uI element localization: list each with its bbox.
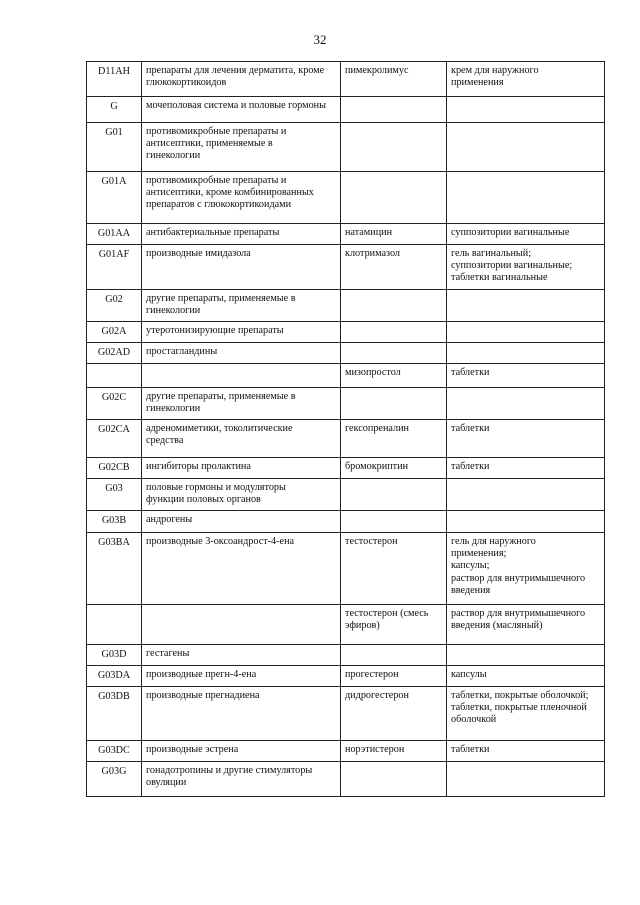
cell-drug [341,511,447,533]
cell-code [87,343,142,364]
table-row [87,420,605,458]
table-row [87,687,605,741]
cell-drug [341,123,447,172]
name-text: другие препараты, применяемые в гинекологии [146,293,296,317]
cell-code [87,511,142,533]
cell-name [142,123,341,172]
cell-name [142,741,341,762]
cell-name [142,687,341,741]
cell-form [447,322,605,343]
code-text: D11AH [98,66,130,77]
code-text: G [110,101,118,112]
name-text: другие препараты, применяемые в гинекологии [146,391,296,415]
cell-code [87,290,142,322]
cell-name [142,511,341,533]
table-row [87,741,605,762]
drug-classification-table [86,61,605,797]
drug-text: гексопреналин [345,423,409,434]
name-text: гонадотропины и другие стимуляторы овуляции [146,765,313,789]
cell-name [142,172,341,224]
table-row [87,224,605,245]
code-text: G03DC [98,745,130,756]
cell-name [142,420,341,458]
cell-drug [341,605,447,645]
table-row [87,605,605,645]
form-text: суппозитории вагинальные [451,227,570,238]
drug-text: норэтистерон [345,744,405,755]
cell-code [87,533,142,605]
cell-form [447,62,605,97]
code-text: G02CB [98,462,130,473]
code-text: G01AF [98,249,130,260]
cell-name [142,62,341,97]
drug-text: тестостерон (смесь эфиров) [345,608,429,632]
drug-text: мизопростол [345,367,401,378]
code-text: G03DB [98,691,130,702]
name-text: андрогены [146,514,193,525]
cell-code [87,741,142,762]
cell-code [87,364,142,388]
form-text: таблетки [451,367,490,378]
cell-form [447,741,605,762]
cell-drug [341,533,447,605]
code-text: G03DA [97,670,131,681]
cell-form [447,645,605,666]
name-text: противомикробные препараты и антисептики, кроме комбинированных препаратов с глюкокортикоидами [146,175,314,211]
code-text: G02A [101,326,127,337]
cell-form [447,97,605,123]
cell-code [87,762,142,797]
code-text: G01A [101,176,127,187]
cell-form [447,123,605,172]
cell-drug [341,420,447,458]
drug-text: клотримазол [345,248,401,259]
cell-code [87,322,142,343]
name-text: утеротонизирующие препараты [146,325,284,336]
cell-form [447,533,605,605]
cell-drug [341,343,447,364]
cell-name [142,322,341,343]
form-text: гель для наружного применения; капсулы; раствор для внутримышечного введения [451,536,586,596]
code-text: G01AA [97,228,131,239]
cell-form [447,388,605,420]
code-text: G03 [105,483,123,494]
cell-name [142,343,341,364]
cell-drug [341,762,447,797]
cell-code [87,458,142,479]
table-row [87,364,605,388]
cell-form [447,479,605,511]
form-text: таблетки [451,744,490,755]
cell-form [447,343,605,364]
cell-name [142,605,341,645]
table-row [87,666,605,687]
name-text: противомикробные препараты и антисептики, применяемые в гинекологии [146,126,287,162]
cell-name [142,224,341,245]
form-text: таблетки [451,423,490,434]
cell-drug [341,97,447,123]
code-text: G02C [101,392,127,403]
code-text: G03BA [98,537,130,548]
cell-drug [341,245,447,290]
name-text: производные прегн-4-ена [146,669,257,680]
cell-form [447,605,605,645]
name-text: адреномиметики, токолитические средства [146,423,293,447]
table-row [87,388,605,420]
table-row [87,97,605,123]
name-text: производные прегнадиена [146,690,260,701]
table-row [87,762,605,797]
cell-name [142,645,341,666]
form-text: таблетки [451,461,490,472]
name-text: производные имидазола [146,248,251,259]
cell-name [142,245,341,290]
form-text: таблетки, покрытые оболочкой; таблетки, покрытые пленочной оболочкой [451,690,589,726]
cell-name [142,762,341,797]
cell-name [142,97,341,123]
cell-code [87,645,142,666]
cell-name [142,533,341,605]
table-row [87,533,605,605]
name-text: производные 3-оксоандрост-4-ена [146,536,295,547]
cell-code [87,420,142,458]
name-text: препараты для лечения дерматита, кроме глюкокортикоидов [146,65,325,89]
cell-form [447,458,605,479]
cell-drug [341,322,447,343]
cell-code [87,605,142,645]
table-row [87,343,605,364]
cell-name [142,364,341,388]
cell-code [87,479,142,511]
drug-text: прогестерон [345,669,399,680]
cell-drug [341,458,447,479]
form-text: крем для наружного применения [451,65,539,89]
name-text: простагландины [146,346,218,357]
cell-drug [341,172,447,224]
drug-text: тестостерон [345,536,398,547]
form-text: раствор для внутримышечного введения (масляный) [451,608,586,632]
cell-drug [341,388,447,420]
cell-form [447,687,605,741]
name-text: ингибиторы пролактина [146,461,251,472]
cell-drug [341,687,447,741]
cell-form [447,666,605,687]
cell-code [87,666,142,687]
cell-code [87,687,142,741]
cell-name [142,290,341,322]
table-row [87,479,605,511]
form-text: гель вагинальный; суппозитории вагинальные; таблетки вагинальные [451,248,573,284]
name-text: мочеполовая система и половые гормоны [146,100,326,111]
cell-code [87,245,142,290]
form-text: капсулы [451,669,487,680]
cell-drug [341,666,447,687]
cell-name [142,666,341,687]
page-number: 32 [313,32,327,47]
cell-drug [341,290,447,322]
cell-form [447,290,605,322]
cell-drug [341,645,447,666]
cell-drug [341,741,447,762]
table-row [87,62,605,97]
table-row [87,511,605,533]
name-text: производные эстрена [146,744,239,755]
table-row [87,322,605,343]
cell-drug [341,62,447,97]
cell-form [447,224,605,245]
table-row [87,123,605,172]
drug-text: натамицин [345,227,393,238]
cell-code [87,224,142,245]
cell-form [447,511,605,533]
name-text: гестагены [146,648,190,659]
cell-code [87,123,142,172]
cell-drug [341,224,447,245]
cell-name [142,458,341,479]
code-text: G01 [105,127,123,138]
cell-form [447,762,605,797]
cell-drug [341,364,447,388]
cell-form [447,245,605,290]
cell-form [447,420,605,458]
code-text: G03B [101,515,127,526]
table-row [87,645,605,666]
cell-form [447,364,605,388]
cell-code [87,388,142,420]
code-text: G02CA [98,424,130,435]
code-text: G02AD [97,347,131,358]
name-text: половые гормоны и модуляторы функции половых органов [146,482,286,506]
cell-code [87,172,142,224]
cell-drug [341,479,447,511]
drug-text: пимекролимус [345,65,409,76]
table-row [87,172,605,224]
cell-form [447,172,605,224]
drug-text: дидрогестерон [345,690,409,701]
table-row [87,245,605,290]
cell-name [142,388,341,420]
cell-name [142,479,341,511]
drug-text: бромокриптин [345,461,409,472]
cell-code [87,97,142,123]
code-text: G03D [101,649,127,660]
code-text: G02 [105,294,123,305]
code-text: G03G [101,766,127,777]
table-row [87,290,605,322]
name-text: антибактериальные препараты [146,227,280,238]
cell-code [87,62,142,97]
table-row [87,458,605,479]
